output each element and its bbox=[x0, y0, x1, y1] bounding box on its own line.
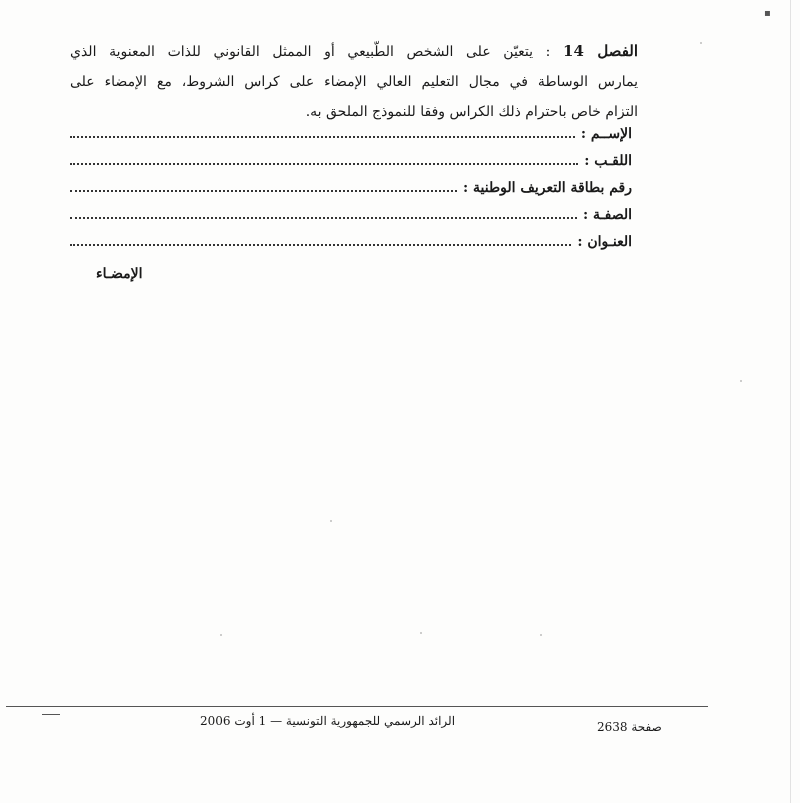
article-14 bbox=[70, 36, 638, 127]
scan-speck bbox=[540, 634, 542, 636]
form-row-capacity bbox=[70, 207, 632, 234]
form-dotted-line-name bbox=[70, 136, 575, 138]
form-dotted-line-id-card bbox=[70, 190, 457, 192]
form-dotted-line-address bbox=[70, 244, 571, 246]
declaration-form bbox=[70, 126, 632, 261]
scan-speck bbox=[740, 380, 742, 382]
form-row-name bbox=[70, 126, 632, 153]
scan-speck bbox=[330, 520, 332, 522]
form-label-id-card: رقم بطاقة التعريف الوطنية : bbox=[462, 180, 632, 196]
corner-mark-icon: ▪ bbox=[764, 8, 771, 19]
form-label-capacity: الصفـة : bbox=[582, 207, 632, 223]
scan-speck bbox=[700, 42, 702, 44]
article-line-2: يمارس الوساطة في مجال التعليم العالي الإمضاء على كراس الشروط، مع الإمضاء على bbox=[70, 74, 638, 90]
scan-speck bbox=[420, 632, 422, 634]
signature-label: الإمضـاء bbox=[96, 266, 143, 282]
form-row-id-card bbox=[70, 180, 632, 207]
footer-rule-short bbox=[42, 714, 60, 715]
form-label-address: العنـوان : bbox=[577, 234, 632, 250]
form-row-surname bbox=[70, 153, 632, 180]
form-label-name: الإســم : bbox=[580, 126, 632, 142]
article-heading: الفصل 14 bbox=[563, 42, 639, 60]
form-label-surname: اللقـب : bbox=[584, 153, 632, 169]
article-line-3: التزام خاص باحترام ذلك الكراس وفقا للنموذج الملحق به. bbox=[305, 104, 638, 120]
footer-page-number: صفحة 2638 bbox=[597, 720, 662, 734]
form-row-address bbox=[70, 234, 632, 261]
scan-edge bbox=[790, 0, 791, 803]
article-line-1 bbox=[70, 36, 638, 67]
form-dotted-line-surname bbox=[70, 163, 578, 165]
article-line-1-text: : يتعيّن على الشخص الطّبيعي أو الممثل القانوني للذات المعنوية الذي bbox=[70, 44, 551, 60]
footer-rule bbox=[6, 706, 708, 707]
footer-gazette: الرائد الرسمي للجمهورية التونسية — 1 أوت 2006 bbox=[200, 714, 456, 728]
scan-speck bbox=[220, 634, 222, 636]
form-dotted-line-capacity bbox=[70, 217, 577, 219]
